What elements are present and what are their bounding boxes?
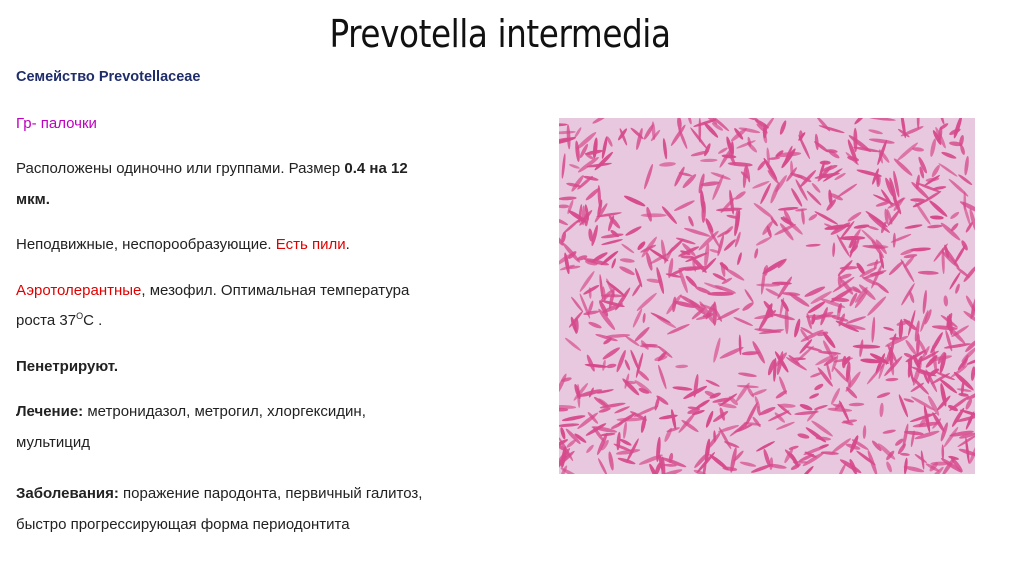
aerotolerant-text: Аэротолерантные bbox=[16, 281, 142, 299]
treatment-label: Лечение: bbox=[16, 403, 84, 421]
treatment-text: Лечение: метронидазол, метрогил, хлоргексидин, мультицид bbox=[16, 403, 366, 452]
micrograph-image bbox=[559, 118, 975, 474]
description-column bbox=[16, 68, 516, 560]
bacterium-rod bbox=[699, 118, 702, 142]
degree-sup: О bbox=[76, 311, 84, 322]
bacterium-rod bbox=[641, 213, 667, 217]
gram-stain-text: Гр- палочки bbox=[16, 114, 97, 132]
slide-title: Prevotella intermedia bbox=[329, 12, 671, 56]
size-value: 0.4 на 12 bbox=[344, 159, 408, 177]
size-unit: мкм. bbox=[16, 190, 50, 208]
bacterium-rod bbox=[820, 161, 831, 165]
motility-text: Неподвижные, неспорообразующие. Есть пили. bbox=[16, 236, 350, 254]
pili-text: Есть пили bbox=[275, 236, 346, 254]
family-label: Семейство Prevotellaceae bbox=[16, 69, 201, 85]
arrangement-text: Расположены одиночно или группами. Размер 0.4 на 12 мкм. bbox=[16, 159, 408, 208]
penetrate-text: Пенетрируют. bbox=[16, 358, 118, 376]
bacterium-rod bbox=[731, 141, 734, 158]
diseases-label: Заболевания: bbox=[16, 484, 119, 502]
diseases-text: Заболевания: поражение пародонта, первичный галитоз, быстро прогрессирующая форма периодонтита bbox=[16, 484, 423, 533]
gram-stain-micrograph bbox=[559, 118, 975, 474]
oxygen-text: Аэротолерантные, мезофил. Оптимальная температура роста $37^ОС$ . bbox=[16, 281, 410, 330]
